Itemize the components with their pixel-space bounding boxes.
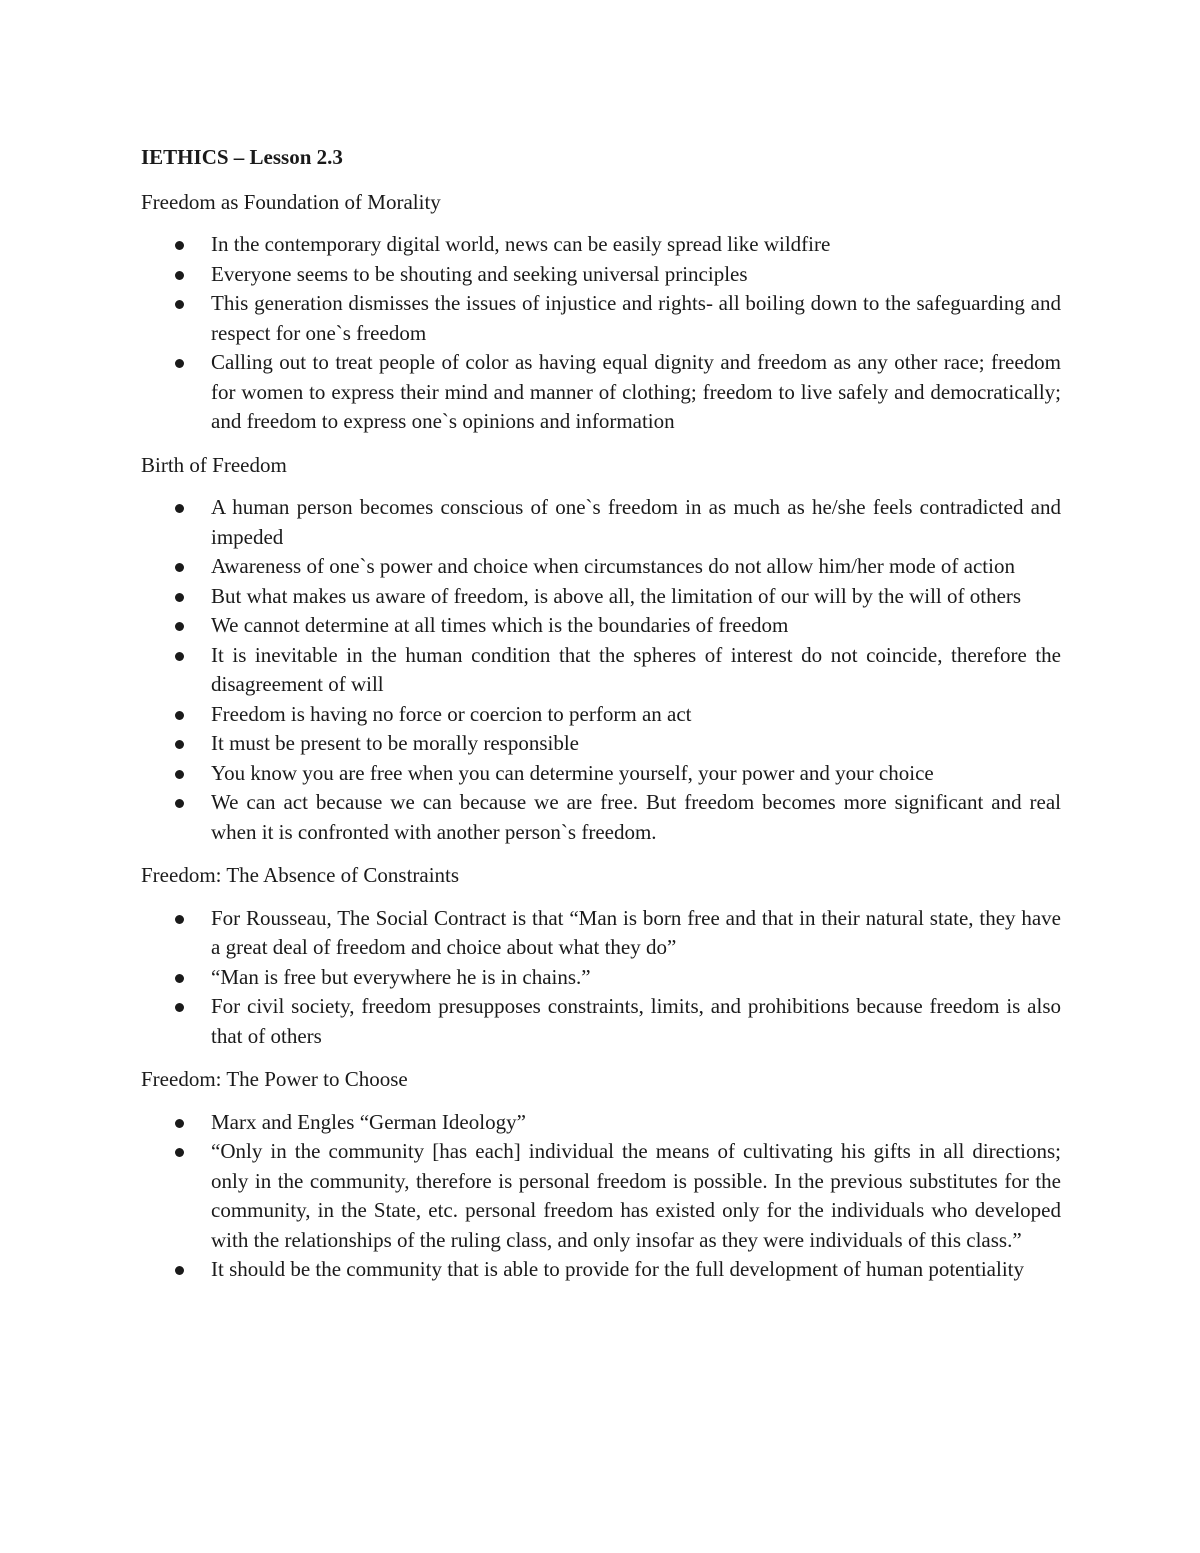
section-heading: Birth of Freedom — [141, 452, 287, 477]
bullet-icon — [175, 740, 184, 749]
list-item: In the contemporary digital world, news can be easily spread like wildfire — [141, 230, 1061, 260]
bullet-icon — [175, 1003, 184, 1012]
list-item: For Rousseau, The Social Contract is that “Man is born free and that in their natural state, they have a great deal of freedom and choice about what they do” — [141, 904, 1061, 963]
section-freedom-foundation — [141, 188, 1061, 437]
bullet-icon — [175, 1119, 184, 1128]
bullet-icon — [175, 504, 184, 513]
section-birth-of-freedom — [141, 451, 1061, 848]
bullet-list — [141, 493, 1061, 847]
list-item: “Only in the community [has each] individual the means of cultivating his gifts in all directions; only in the community, therefore is personal freedom is possible. In the previous substitutes for the community, in the State, etc. personal freedom has existed only for the individuals who developed with the relationships of the ruling class, and only insofar as they were individuals of this class.” — [141, 1137, 1061, 1255]
bullet-list — [141, 1108, 1061, 1285]
list-item: It must be present to be morally responsible — [141, 729, 1061, 759]
list-item: For civil society, freedom presupposes constraints, limits, and prohibitions because freedom is also that of others — [141, 992, 1061, 1051]
list-item: “Man is free but everywhere he is in chains.” — [141, 963, 1061, 993]
document-page — [141, 143, 1061, 1299]
bullet-icon — [175, 974, 184, 983]
list-item: A human person becomes conscious of one`s freedom in as much as he/she feels contradicted and impeded — [141, 493, 1061, 552]
list-item: We can act because we can because we are free. But freedom becomes more significant and real when it is confronted with another person`s freedom. — [141, 788, 1061, 847]
list-item: Everyone seems to be shouting and seeking universal principles — [141, 260, 1061, 290]
list-item: Freedom is having no force or coercion to perform an act — [141, 700, 1061, 730]
document-title: IETHICS – Lesson 2.3 — [141, 145, 343, 169]
list-item: It should be the community that is able to provide for the full development of human potentiality — [141, 1255, 1061, 1285]
list-item: Awareness of one`s power and choice when circumstances do not allow him/her mode of action — [141, 552, 1061, 582]
bullet-list — [141, 230, 1061, 437]
bullet-icon — [175, 799, 184, 808]
bullet-icon — [175, 241, 184, 250]
list-item: You know you are free when you can determine yourself, your power and your choice — [141, 759, 1061, 789]
bullet-icon — [175, 1266, 184, 1275]
bullet-icon — [175, 359, 184, 368]
section-heading: Freedom: The Absence of Constraints — [141, 863, 460, 887]
bullet-icon — [175, 622, 184, 631]
list-item: We cannot determine at all times which is the boundaries of freedom — [141, 611, 1061, 641]
bullet-icon — [175, 563, 184, 572]
bullet-icon — [175, 271, 184, 280]
bullet-icon — [175, 711, 184, 720]
list-item: Calling out to treat people of color as having equal dignity and freedom as any other race; freedom for women to express their mind and manner of clothing; freedom to live safely and democratically; and freedom to express one`s opinions and information — [141, 348, 1061, 437]
list-item: Marx and Engles “German Ideology” — [141, 1108, 1061, 1138]
bullet-icon — [175, 770, 184, 779]
bullet-icon — [175, 652, 184, 661]
bullet-icon — [175, 915, 184, 924]
section-absence-of-constraints — [141, 861, 1061, 1051]
section-heading: Freedom as Foundation of Morality — [141, 189, 441, 214]
section-heading: Freedom: The Power to Choose — [141, 1067, 408, 1091]
list-item: It is inevitable in the human condition that the spheres of interest do not coincide, therefore the disagreement of will — [141, 641, 1061, 700]
list-item: This generation dismisses the issues of injustice and rights- all boiling down to the safeguarding and respect for one`s freedom — [141, 289, 1061, 348]
bullet-icon — [175, 300, 184, 309]
bullet-icon — [175, 593, 184, 602]
bullet-icon — [175, 1148, 184, 1157]
section-power-to-choose — [141, 1065, 1061, 1285]
bullet-list — [141, 904, 1061, 1052]
list-item: But what makes us aware of freedom, is above all, the limitation of our will by the will of others — [141, 582, 1061, 612]
